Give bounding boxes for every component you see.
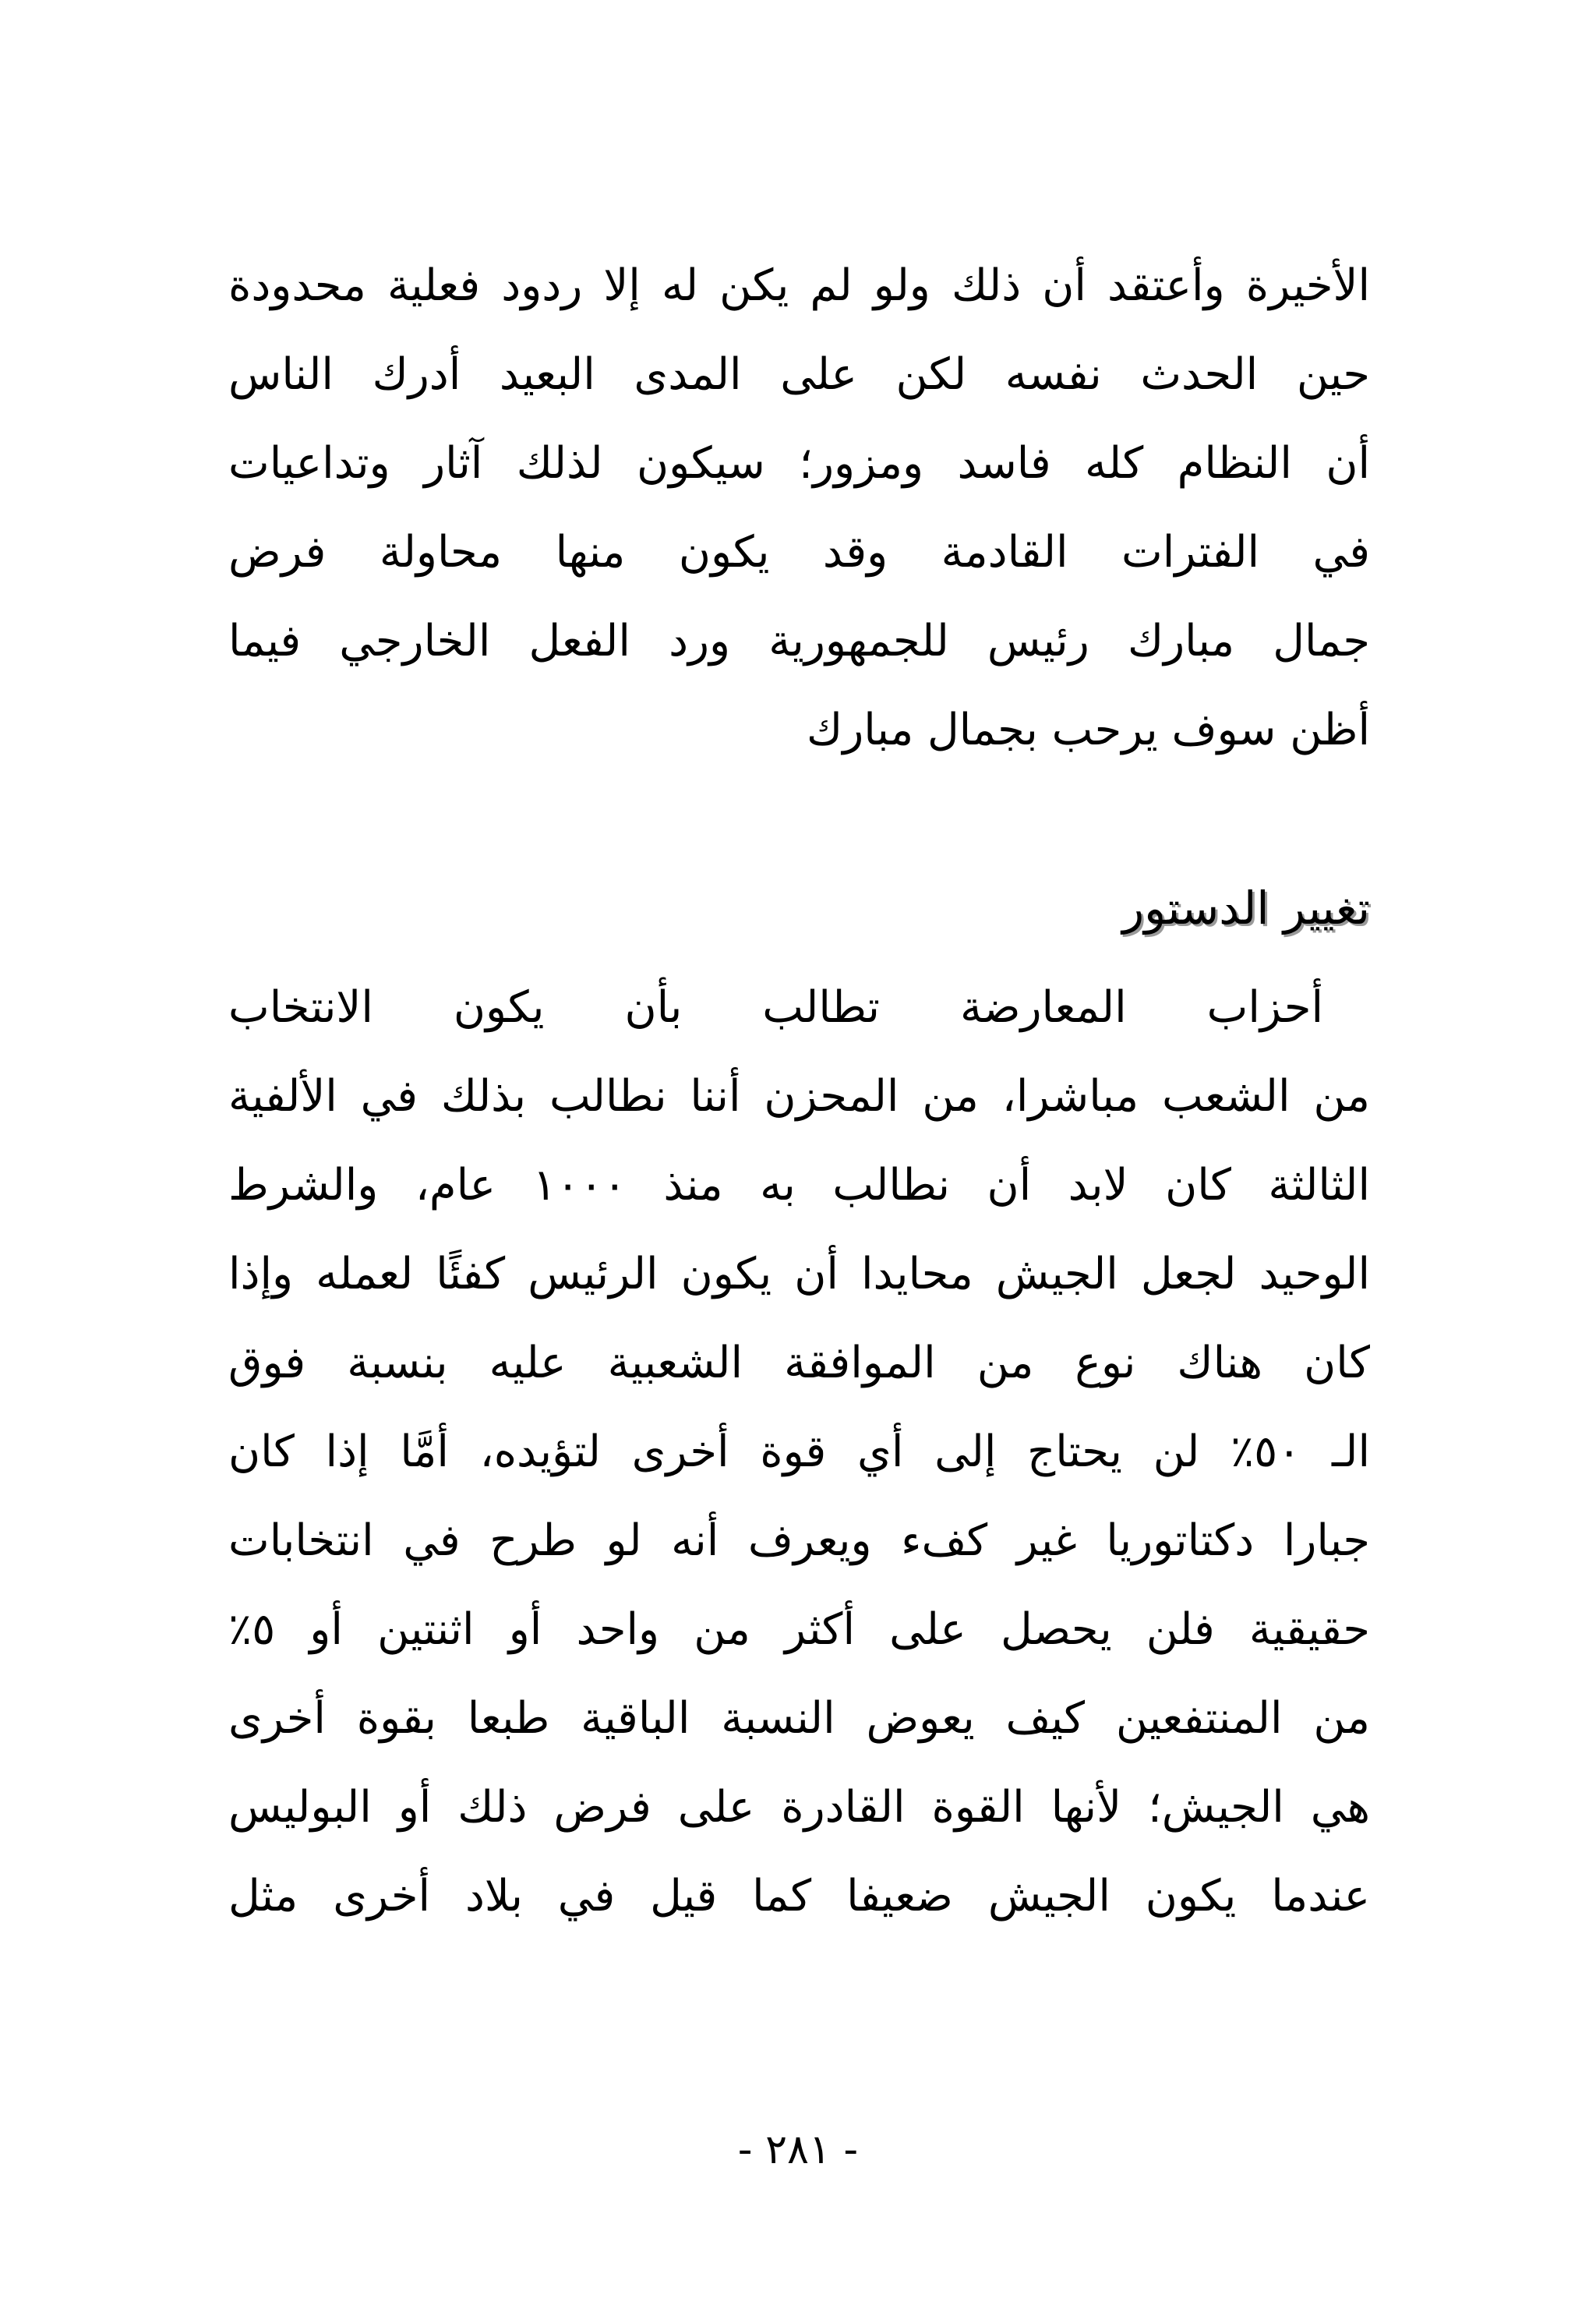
paragraph-1-line: أظن سوف يرحب بجمال مبارك — [807, 705, 1370, 755]
page-number: - ٢٨١ - — [737, 2126, 859, 2173]
paragraph-2-line: جبارا دكتاتوريا غير كفء ويعرف أنه لو طرح في انتخابات — [228, 1515, 1370, 1566]
paragraph-2 — [228, 963, 1370, 1941]
paragraph-2-line: الـ ٥٠٪ لن يحتاج إلى أي قوة أخرى لتؤيده، أمَّا إذا كان — [228, 1426, 1370, 1477]
paragraph-2-line: من المنتفعين كيف يعوض النسبة الباقية طبعا بقوة أخرى — [228, 1693, 1370, 1744]
paragraph-1-line: في الفترات القادمة وقد يكون منها محاولة فرض — [228, 527, 1370, 578]
paragraph-1-line: الأخيرة وأعتقد أن ذلك ولو لم يكن له إلا ردود فعلية محدودة — [228, 260, 1370, 311]
paragraph-1-line: حين الحدث نفسه لكن على المدى البعيد أدرك الناس — [228, 349, 1370, 400]
paragraph-1 — [228, 242, 1370, 775]
paragraph-1-line: جمال مبارك رئيس للجمهورية ورد الفعل الخارجي فيما — [228, 616, 1370, 666]
paragraph-2-line: من الشعب مباشرا، من المحزن أننا نطالب بذلك في الألفية — [228, 1071, 1370, 1122]
paragraph-2-line: أحزاب المعارضة تطالب بأن يكون الانتخاب — [228, 982, 1323, 1033]
paragraph-2-line: الثالثة كان لابد أن نطالب به منذ ١٠٠٠ عام، والشرط — [228, 1160, 1370, 1211]
paragraph-2-line: حقيقية فلن يحصل على أكثر من واحد أو اثنتين أو ٥٪ — [228, 1604, 1370, 1655]
paragraph-2-line: عندما يكون الجيش ضعيفا كما قيل في بلاد أخرى مثل — [228, 1871, 1370, 1921]
paragraph-2-line: هي الجيش؛ لأنها القوة القادرة على فرض ذلك أو البوليس — [228, 1782, 1370, 1833]
section-heading: تغيير الدستور — [1122, 882, 1370, 935]
paragraph-1-line: أن النظام كله فاسد ومزور؛ سيكون لذلك آثار وتداعيات — [228, 438, 1370, 489]
paragraph-2-line: كان هناك نوع من الموافقة الشعبية عليه بنسبة فوق — [228, 1338, 1370, 1388]
paragraph-2-line: الوحيد لجعل الجيش محايدا أن يكون الرئيس كفئًا لعمله وإذا — [228, 1249, 1370, 1299]
